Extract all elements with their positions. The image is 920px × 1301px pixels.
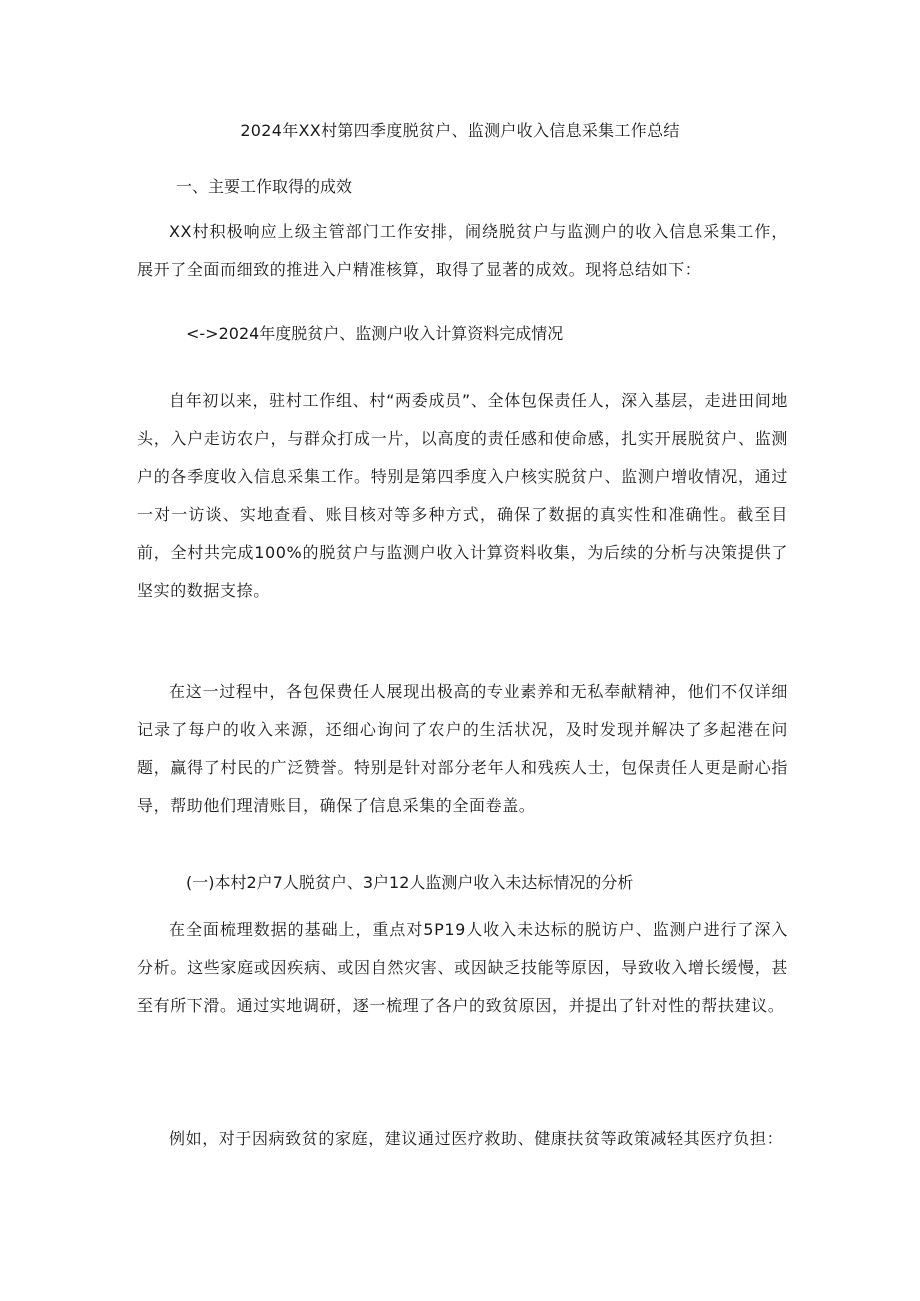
intro-paragraph: XX村积极响应上级主管部门工作安排，闹绕脱贫户与监测户的收入信息采集工作，展开了全面而细致的推进入户精准核算，取得了显著的成效。现将总结如下： — [137, 222, 788, 279]
subsection-heading-analysis: (一)本村2户7人脱贫户、3户12人监测户收入未达标情况的分析 — [186, 873, 634, 892]
paragraph-staff-dedication: 在这一过程中，各包保费任人展现出极高的专业素养和无私奉献精神，他们不仅详细记录了每户的收入来源，还细心询问了农户的生活状况，及时发现并解决了多起港在问题，赢得了村民的广泛赞誉。特别是针对部分老年人和残疾人士，包保责任人更是耐心指导，帮助他们理清账目，确保了信息采集的全面卷盖。 — [137, 682, 788, 815]
paragraph-example: 例如，对于因病致贫的家庭，建议通过医疗救助、健康扶贫等政策减轻其医疗负担： — [169, 1129, 784, 1148]
paragraph-work-progress: 自年初以来，驻村工作组、村“两委成员”、全体包保责任人，深入基层，走进田间地头，入户走访农户，与群众打成一片，以高度的责任感和使命感，扎实开展脱贫户、监测户的各季度收入信息采集工作。特别是第四季度入户核实脱贫户、监测户增收情况，通过一对一访谈、实地查看、账目核对等多种方式，确保了数据的真实性和准确性。截至目前，全村共完成100%的脱贫户与监测户收入计算资料收集，为后续的分析与决策提供了坚实的数据支捺。 — [137, 391, 788, 600]
section-heading-achievements: 一、主要工作取得的成效 — [176, 177, 353, 196]
paragraph-analysis: 在全面梳理数据的基础上，重点对5P19人收入未达标的脱访户、监测户进行了深入分析。这些家庭或因疾病、或因自然灾害、或因缺乏技能等原因，导致收入增长缓慢，甚至有所下滑。通过实地调研，逐一梳理了各户的致贫原因，并提出了针对性的帮扶建议。 — [137, 920, 788, 1015]
document-title: 2024年XX村第四季度脱贫户、监测户收入信息采集工作总结 — [240, 121, 680, 140]
subsection-heading-completion: <->2024年度脱贫户、监测户收入计算资料完成情况 — [186, 324, 564, 343]
